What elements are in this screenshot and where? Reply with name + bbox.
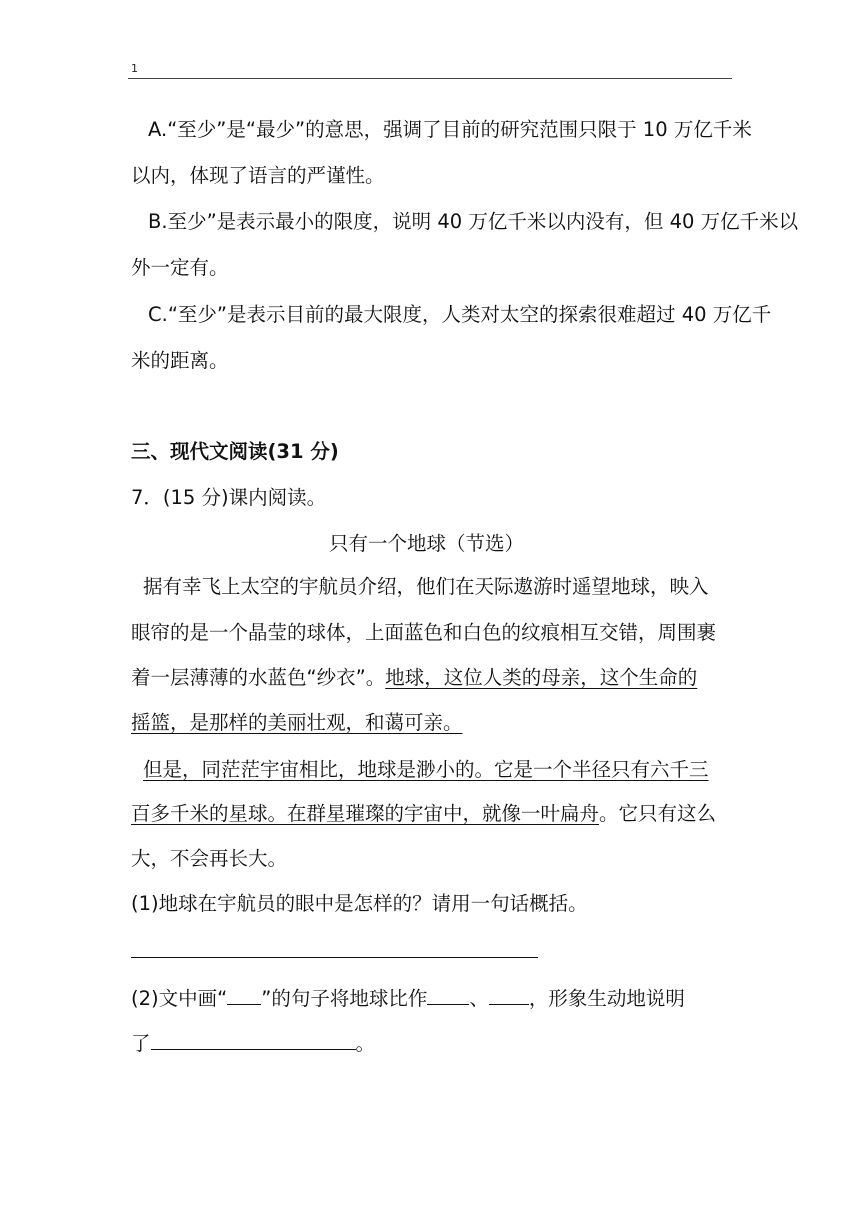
sub-question-2: [131, 984, 685, 1012]
sub-question-2-part-3: 、: [469, 987, 489, 1010]
option-c-line-1: C.“至少”是表示目前的最大限度，人类对太空的探索很难超过 40 万亿千: [148, 303, 772, 326]
sub-question-2-part-2: ”的句子将地球比作: [261, 987, 428, 1010]
option-b-line-1: B.至少”是表示最小的限度，说明 40 万亿千米以内没有，但 40 万亿千米以: [148, 210, 799, 233]
answer-blank-metaphor-2[interactable]: [489, 984, 529, 1005]
passage-p1-line-2: 眼帘的是一个晶莹的球体，上面蓝色和白色的纹痕相互交错，周围裹: [131, 621, 717, 644]
passage-p2-line-2-plain: 。它只有这么: [599, 802, 717, 825]
passage-title: 只有一个地球（节选）: [329, 532, 525, 555]
underlined-sentence-1b: 摇篮，是那样的美丽壮观，和蔼可亲。: [131, 711, 463, 734]
answer-blank-metaphor-1[interactable]: [427, 984, 469, 1005]
option-a-line-1: A.“至少”是“最少”的意思，强调了目前的研究范围只限于 10 万亿千米: [148, 118, 752, 141]
passage-p2-line-3: 大，不会再长大。: [131, 847, 288, 870]
passage-p1-line-4: [131, 710, 463, 736]
sub-question-2-line-2: [131, 1029, 375, 1057]
option-b-line-2: 外一定有。: [131, 256, 229, 279]
underlined-sentence-2: 但是，同茫茫宇宙相比，地球是渺小的。: [143, 758, 495, 781]
passage-p1-line-3: [131, 665, 697, 691]
option-c-line-2: 米的距离。: [131, 349, 229, 372]
sub-question-1: (1)地球在宇航员的眼中是怎样的？请用一句话概括。: [131, 892, 588, 915]
sub-question-2-line-2-start: 了: [131, 1032, 151, 1055]
passage-p1-line-1: 据有幸飞上太空的宇航员介绍，他们在天际遨游时遥望地球，映入: [143, 575, 709, 598]
underline-mark-sample: [227, 984, 261, 1005]
page-number: 1: [131, 62, 138, 75]
passage-p2-line-2: [131, 801, 716, 827]
underlined-sentence-1a: 地球，这位人类的母亲，这个生命的: [385, 666, 698, 689]
question-7-intro: 7．(15 分)课内阅读。: [131, 486, 327, 509]
section-heading: 三、现代文阅读(31 分): [131, 440, 339, 463]
option-a-line-2: 以内，体现了语言的严谨性。: [131, 164, 385, 187]
header-rule: [128, 78, 732, 79]
passage-p2-line-1: [131, 757, 709, 783]
sub-question-2-line-2-end: 。: [355, 1032, 376, 1055]
sub-question-2-part-4: ，形象生动地说明: [528, 987, 685, 1010]
underlined-sentence-3b: 百多千米的星球。在群星璀璨的宇宙中，就像一叶扁舟: [131, 802, 600, 825]
passage-p1-line-3-plain: 着一层薄薄的水蓝色“纱衣”。: [131, 666, 386, 689]
answer-blank-explanation[interactable]: [151, 1029, 356, 1050]
underlined-sentence-3a: 它是一个半径只有六千三: [494, 758, 709, 781]
sub-question-2-part-1: (2)文中画“: [131, 987, 228, 1010]
answer-line-1[interactable]: [131, 957, 538, 958]
